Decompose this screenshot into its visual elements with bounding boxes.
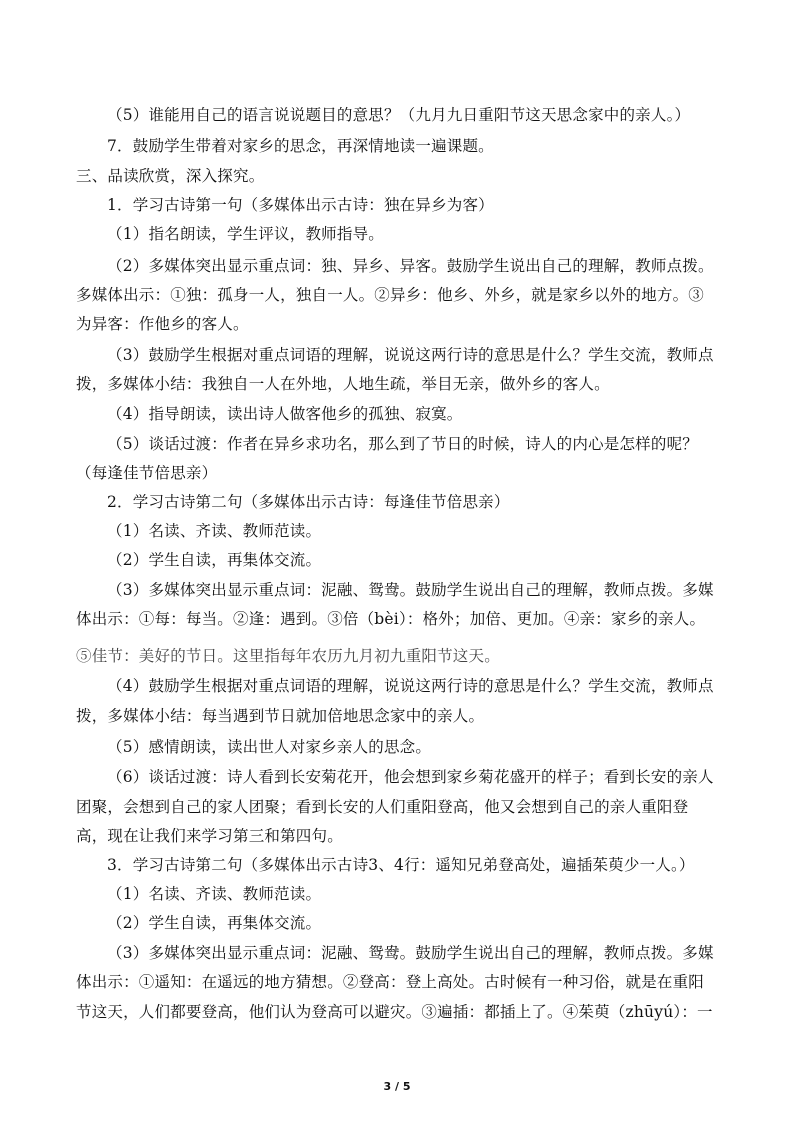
section-heading: 三、品读欣赏，深入探究。 — [76, 167, 265, 185]
text-line: （1）名读、齐读、教师范读。 — [107, 522, 322, 540]
text-line: （3）多媒体突出显示重点词：泥融、鸳鸯。鼓励学生说出自己的理解，教师点拨。多媒 — [107, 944, 714, 962]
text-line: （5）谁能用自己的语言说说题目的意思？（九月九日重阳节这天思念家中的亲人。） — [107, 106, 691, 124]
text-line: 拨，多媒体小结：我独自一人在外地，人地生疏，举目无亲，做外乡的客人。 — [76, 375, 610, 393]
text-line: （3）鼓励学生根据对重点词语的理解，说说这两行诗的意思是什么？学生交流，教师点 — [107, 346, 714, 364]
text-line: 拨，多媒体小结：每当遇到节日就加倍地思念家中的亲人。 — [76, 707, 485, 725]
text-line: 体出示：①每：每当。②逢：遇到。③倍（bèi）：格外；加倍、更加。④亲：家乡的亲人。 — [76, 610, 706, 628]
text-line: （4）鼓励学生根据对重点词语的理解，说说这两行诗的意思是什么？学生交流，教师点 — [107, 677, 714, 695]
text-line: （6）谈话过渡：诗人看到长安菊花开，他会想到家乡菊花盛开的样子；看到长安的亲人 — [107, 768, 714, 786]
text-line: 1．学习古诗第一句（多媒体出示古诗：独在异乡为客） — [107, 196, 494, 214]
text-line: 团聚，会想到自己的家人团聚；看到长安的人们重阳登高，他又会想到自己的亲人重阳登 — [76, 798, 689, 816]
text-line: （2）学生自读，再集体交流。 — [107, 914, 322, 932]
text-line: （4）指导朗读，读出诗人做客他乡的孤独、寂寞。 — [107, 405, 463, 423]
text-line: （1）名读、齐读、教师范读。 — [107, 885, 322, 903]
text-line: （5）谈话过渡：作者在异乡求功名，那么到了节日的时候，诗人的内心是怎样的呢？ — [107, 435, 698, 453]
page-number: 3 / 5 — [383, 1080, 411, 1093]
text-line: （每逢佳节倍思亲） — [76, 464, 218, 482]
text-line: ⑤佳节：美好的节日。这里指每年农历九月初九重阳节这天。 — [76, 647, 500, 665]
text-line: （2）多媒体突出显示重点词：独、异乡、异客。鼓励学生说出自己的理解，教师点拨。 — [107, 257, 714, 275]
text-line: 3．学习古诗第二句（多媒体出示古诗3、4行：遥知兄弟登高处，遍插茱萸少一人。） — [107, 856, 695, 874]
text-line: 高，现在让我们来学习第三和第四句。 — [76, 827, 343, 845]
text-line: 7．鼓励学生带着对家乡的思念，再深情地读一遍课题。 — [107, 137, 494, 155]
text-line: 2．学习古诗第二句（多媒体出示古诗：每逢佳节倍思亲） — [107, 493, 510, 511]
text-line: （5）感情朗读，读出世人对家乡亲人的思念。 — [107, 738, 432, 756]
text-line: （3）多媒体突出显示重点词：泥融、鸳鸯。鼓励学生说出自己的理解，教师点拨。多媒 — [107, 581, 714, 599]
text-line: 多媒体出示：①独：孤身一人，独自一人。②异乡：他乡、外乡，就是家乡以外的地方。③ — [76, 286, 705, 304]
text-line: 体出示：①遥知：在遥远的地方猜想。②登高：登上高处。古时候有一种习俗，就是在重阳 — [76, 973, 705, 991]
text-line: （1）指名朗读，学生评议，教师指导。 — [107, 225, 384, 243]
text-line: 为异客：作他乡的客人。 — [76, 315, 249, 333]
text-line: 节这天，人们都要登高，他们认为登高可以避灾。③遍插：都插上了。④茱萸（zhūyú）：一 — [76, 1003, 713, 1021]
text-line: （2）学生自读，再集体交流。 — [107, 551, 322, 569]
